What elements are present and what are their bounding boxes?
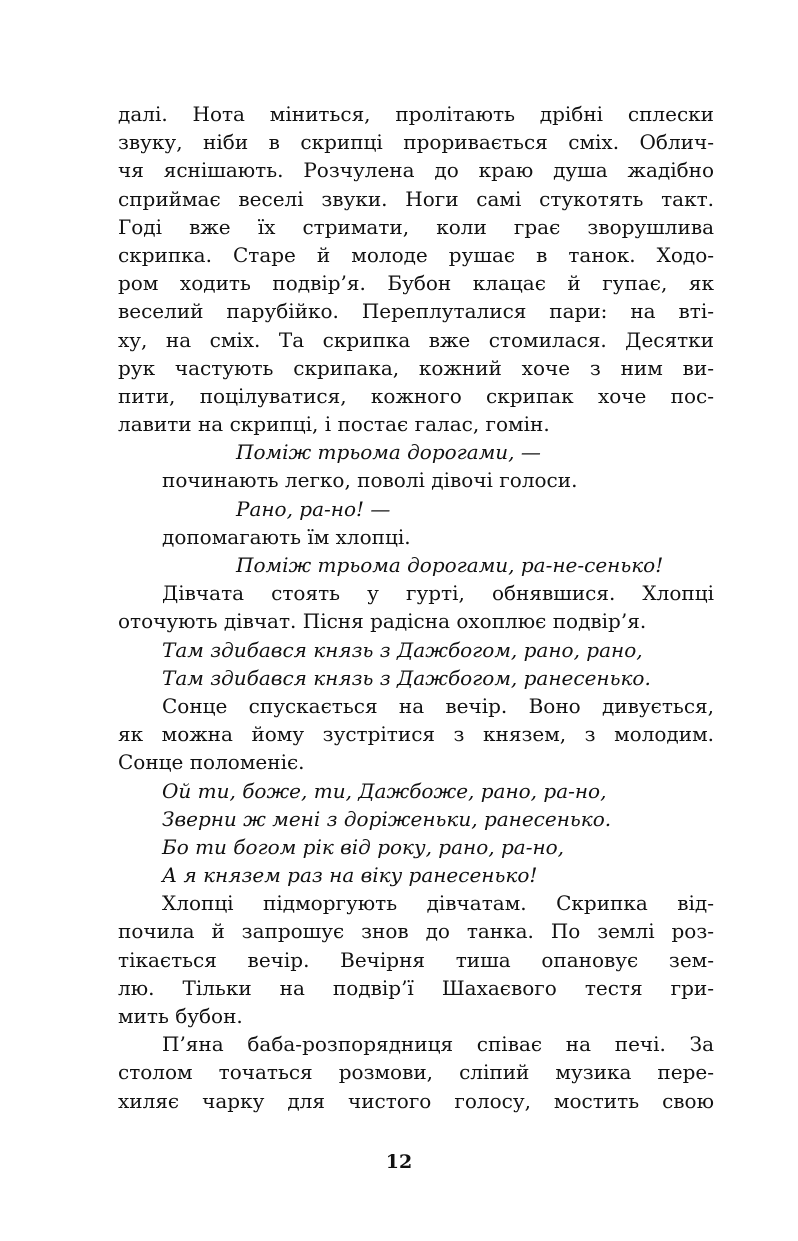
text-line: рук частують скрипака, кожний хоче з ним ви- bbox=[118, 355, 714, 380]
text-line: скрипка. Старе й молоде рушає в танок. Ходо- bbox=[118, 242, 714, 267]
text-line: Хлопці підморгують дівчатам. Скрипка від- bbox=[162, 891, 714, 916]
text-line: П’яна баба-розпорядниця співає на печі. За bbox=[162, 1032, 714, 1057]
text-line: чя яснішають. Розчулена до краю душа жадібно bbox=[118, 158, 714, 183]
verse-line: Там здибався князь з Дажбогом, рано, рано, bbox=[162, 637, 643, 662]
verse-line: Ой ти, боже, ти, Дажбоже, рано, ра-но, bbox=[162, 778, 607, 803]
text-line: оточують дівчат. Пісня радісна охоплює подвір’я. bbox=[118, 609, 647, 634]
text-line: почила й запрошує знов до танка. По землі роз- bbox=[118, 919, 714, 944]
text-line: тікається вечір. Вечірня тиша опановує зем- bbox=[118, 947, 714, 972]
text-line: пити, поцілуватися, кожного скрипак хоче пос- bbox=[118, 383, 714, 408]
text-line: мить бубон. bbox=[118, 1004, 243, 1028]
text-line: ху, на сміх. Та скрипка вже стомилася. Десятки bbox=[118, 327, 714, 352]
text-line: ром ходить подвір’я. Бубон клацає й гупає, як bbox=[118, 271, 714, 296]
text-line: веселий парубійко. Переплуталися пари: на вті- bbox=[118, 299, 714, 324]
page-number: 12 bbox=[385, 1151, 413, 1173]
verse-line: Зверни ж мені з доріженьки, ранесенько. bbox=[162, 806, 612, 831]
text-line: Сонце поломеніє. bbox=[118, 750, 305, 775]
text-line: починають легко, поволі дівочі голоси. bbox=[162, 468, 578, 493]
text-line: хиляє чарку для чистого голосу, мостить свою bbox=[118, 1088, 714, 1113]
text-line: лю. Тільки на подвір’ї Шахаєвого тестя гри- bbox=[118, 975, 714, 1000]
verse-line: Рано, ра-но! — bbox=[236, 496, 391, 521]
verse-line: Там здибався князь з Дажбогом, ранесенько. bbox=[162, 665, 651, 690]
verse-line: Поміж трьома дорогами, — bbox=[236, 440, 541, 465]
text-line: як можна йому зустрітися з князем, з молодим. bbox=[118, 722, 714, 747]
text-line: допомагають їм хлопці. bbox=[162, 524, 411, 549]
text-line: столом точаться розмови, сліпий музика пере- bbox=[118, 1060, 714, 1085]
text-line: звуку, ніби в скрипці проривається сміх. Облич- bbox=[118, 130, 714, 155]
text-line: Дівчата стоять у гурті, обнявшися. Хлопці bbox=[162, 581, 714, 606]
text-line: сприймає веселі звуки. Ноги самі стукотять такт. bbox=[118, 186, 714, 211]
verse-line: А я князем раз на віку ранесенько! bbox=[162, 863, 538, 888]
verse-line: Бо ти богом рік від року, рано, ра-но, bbox=[162, 834, 565, 859]
text-line: Сонце спускається на вечір. Воно дивується, bbox=[162, 693, 714, 718]
verse-line: Поміж трьома дорогами, ра-не-сенько! bbox=[236, 553, 664, 577]
text-line: лавити на скрипці, і постає галас, гомін. bbox=[118, 412, 550, 437]
text-line: Годі вже їх стримати, коли грає зворушлива bbox=[118, 214, 714, 239]
text-line: далі. Нота міниться, пролітають дрібні сплески bbox=[118, 102, 714, 126]
text-block bbox=[118, 100, 714, 1115]
